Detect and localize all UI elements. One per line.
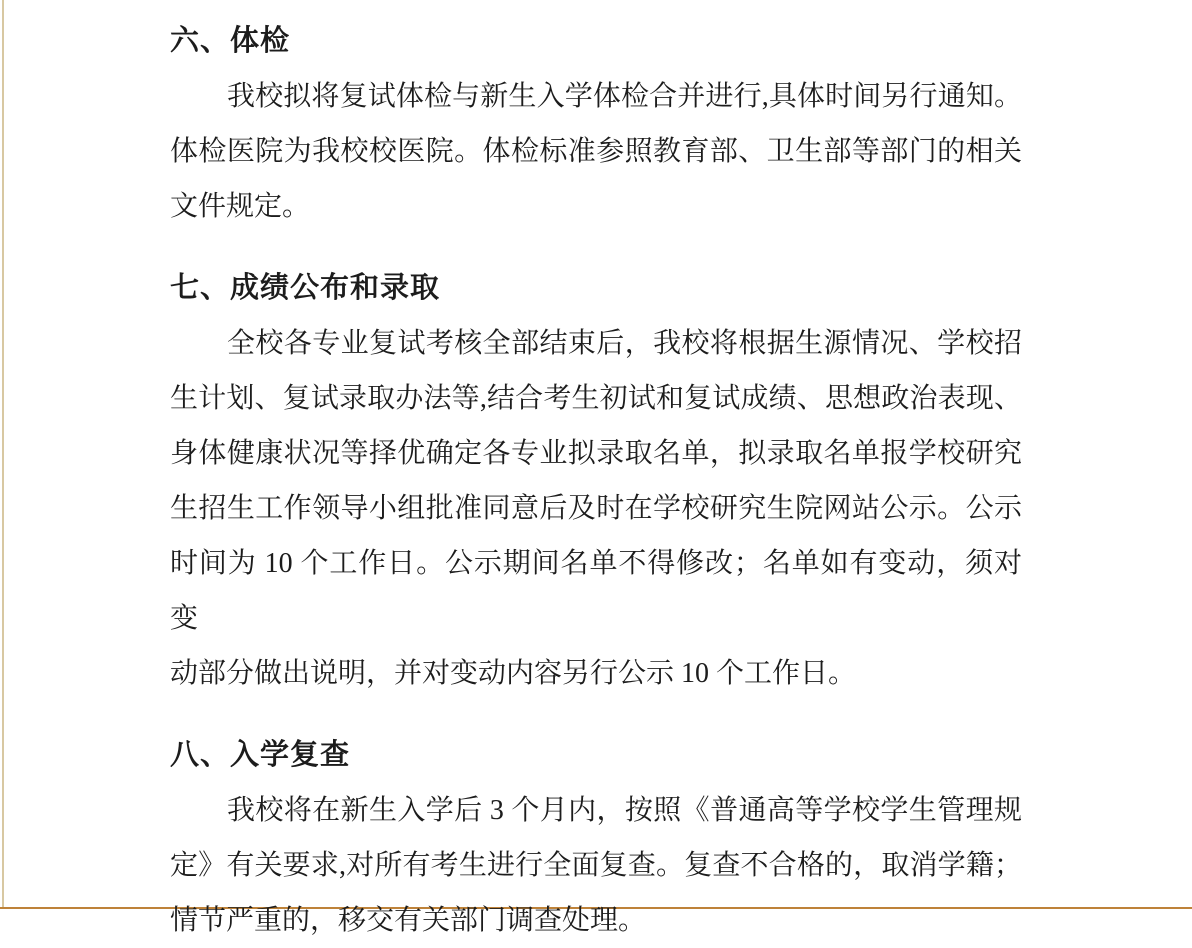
text-line: 动部分做出说明，并对变动内容另行公示 10 个工作日。 (170, 658, 857, 689)
text-line: 全校各专业复试考核全部结束后，我校将根据生源情况、学校招 (227, 328, 1022, 359)
text-line: 生招生工作领导小组批准同意后及时在学校研究生院网站公示。公示 (170, 493, 1022, 524)
text-line: 情节严重的，移交有关部门调查处理。 (170, 905, 647, 936)
section-heading: 六、体检 (170, 25, 291, 57)
document-section (170, 261, 1022, 701)
text-line: 时间为 10 个工作日。公示期间名单不得修改；名单如有变动，须对变 (170, 548, 1022, 634)
text-line: 生计划、复试录取办法等,结合考生初试和复试成绩、思想政治表现、 (170, 383, 1022, 414)
text-line: 体检医院为我校校医院。体检标准参照教育部、卫生部等部门的相关 (170, 136, 1022, 167)
section-heading: 八、入学复查 (170, 739, 351, 771)
text-line: 定》有关要求,对所有考生进行全面复查。复查不合格的，取消学籍； (170, 850, 1022, 881)
section-heading: 七、成绩公布和录取 (170, 272, 441, 304)
document-section (170, 728, 1022, 948)
text-line: 我校将在新生入学后 3 个月内，按照《普通高等学校学生管理规 (227, 795, 1022, 826)
text-line: 我校拟将复试体检与新生入学体检合并进行,具体时间另行通知。 (227, 81, 1022, 112)
document-content (170, 14, 1022, 948)
text-line: 身体健康状况等择优确定各专业拟录取名单，拟录取名单报学校研究 (170, 438, 1022, 469)
text-line: 文件规定。 (170, 191, 311, 222)
document-section (170, 14, 1022, 234)
page-left-border (2, 0, 4, 909)
